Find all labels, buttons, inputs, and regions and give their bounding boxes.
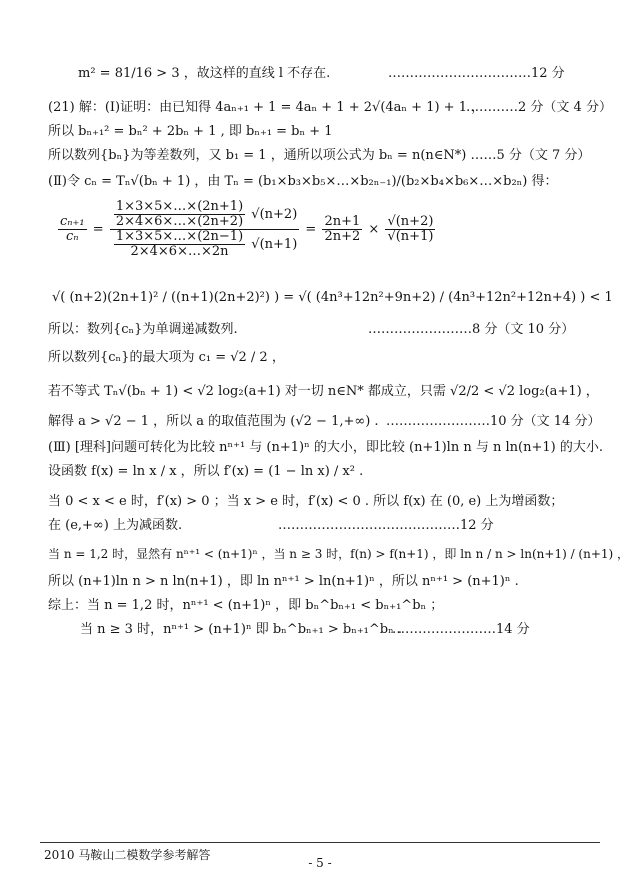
ratio-num-sqrt: √(n+2) (251, 207, 298, 222)
ratio-lhs (58, 215, 87, 244)
line-11-score: ……………………10 分（文 14 分） (386, 414, 601, 429)
line-13-text: 设函数 f(x) = ln x / x ，所以 f′(x) = (1 − ln x) / x² . (48, 464, 364, 479)
line-12-text: (Ⅲ) [理科]问题可转化为比较 nⁿ⁺¹ 与 (n+1)ⁿ 的大小，即比较 (n+1)ln n 与 n ln(n+1) 的大小. (48, 440, 603, 455)
line-2-text: (21) 解：(Ⅰ)证明：由已知得 4aₙ₊₁ + 1 = 4aₙ + 1 + 2√(4aₙ + 1) + 1 ， (48, 100, 485, 115)
ratio-den-sqrt: √(n+1) (251, 237, 298, 252)
line-19-text: 当 n ≥ 3 时，nⁿ⁺¹ > (n+1)ⁿ 即 bₙ^bₙ₊₁ > bₙ₊₁^bₙ . (80, 622, 402, 637)
ratio-den-bot: 2×4×6×…×2n (130, 244, 229, 259)
line-2-score: …………2 分（文 4 分） (466, 100, 612, 115)
ratio-big-fraction (110, 200, 299, 259)
line-11-text: 解得 a > √2 − 1 ，所以 a 的取值范围为 (√2 − 1,+∞) . (48, 414, 379, 429)
ratio-lhs-num: cₙ₊₁ (60, 214, 85, 229)
ratio-rhs1-den: 2n+2 (324, 229, 361, 244)
line-3-text: 所以 bₙ₊₁² = bₙ² + 2bₙ + 1 , 即 bₙ₊₁ = bₙ + 1 (48, 124, 333, 139)
line-15-text: 在 (e,+∞) 上为减函数. (48, 518, 183, 533)
line-7-text: √( (n+2)(2n+1)² / ((n+1)(2n+2)²) ) = √( (4n³+12n²+9n+2) / (4n³+12n²+12n+4) ) < 1 (52, 290, 613, 305)
page-number: - 5 - (308, 856, 332, 870)
ratio-rhs2 (385, 215, 435, 244)
ratio-rhs2-den: √(n+1) (387, 229, 434, 244)
line-14-text: 当 0 < x < e 时，f′(x) > 0 ；当 x > e 时，f′(x) < 0 . 所以 f(x) 在 (0, e) 上为增函数； (48, 494, 564, 509)
line-18-text: 综上：当 n = 1,2 时，nⁿ⁺¹ < (n+1)ⁿ ，即 bₙ^bₙ₊₁ < bₙ₊₁^bₙ ； (48, 598, 444, 613)
line-16-text: 当 n = 1,2 时，显然有 nⁿ⁺¹ < (n+1)ⁿ ，当 n ≥ 3 时，f(n) > f(n+1) ，即 ln n / n > ln(n+1) / (n+1) ， (48, 547, 630, 561)
ratio-rhs1 (322, 215, 362, 244)
line-8-score: ……………………8 分（文 10 分） (368, 322, 575, 337)
footer-title: 2010 马鞍山二模数学参考解答 (44, 848, 211, 862)
line-8-text: 所以：数列{cₙ}为单调递减数列. (48, 322, 238, 337)
line-5-text: (Ⅱ)令 cₙ = Tₙ√(bₙ + 1) ，由 Tₙ = (b₁×b₃×b₅×…×b₂ₙ₋₁)/(b₂×b₄×b₆×…×b₂ₙ) 得： (48, 174, 558, 189)
ratio-num-bot: 2×4×6×…×(2n+2) (115, 214, 244, 229)
line-10-text: 若不等式 Tₙ√(bₙ + 1) < √2 log₂(a+1) 对一切 n∈N* 都成立，只需 √2/2 < √2 log₂(a+1) ， (48, 384, 599, 399)
line-1-score: ……………………………12 分 (388, 66, 565, 81)
ratio-formula: $\frac{\text{cₙ₊₁}}{\text{cₙ}}$ = $\frac{1\times 3\times 5\times\dots\times(2n+1)}{2\times 4\times 6\times\dots\times(2n+2)}$ √(n+2) $\frac{1\times 3\times 5\times\dots\times(2n-1)}{2\times 4\times 6\times\dots\times 2n}$ √(n+1) = $\frac{2n+1}{2n+2}$ × $\frac{√(n+2)}{√(n+1)}$ (60, 199, 434, 259)
line-19-score: ……………………14 分 (392, 622, 530, 637)
ratio-lhs-den: cₙ (66, 229, 79, 244)
ratio-den-top: 1×3×5×…×(2n−1) (115, 229, 244, 244)
ratio-rhs2-num: √(n+2) (387, 214, 434, 229)
line-1-text: m² = 81/16 > 3 ，故这样的直线 l 不存在. (78, 66, 331, 81)
line-17-text: 所以 (n+1)ln n > n ln(n+1) ，即 ln nⁿ⁺¹ > ln(n+1)ⁿ ，所以 nⁿ⁺¹ > (n+1)ⁿ . (48, 574, 519, 589)
line-9-text: 所以数列{cₙ}的最大项为 c₁ = √2 / 2 ， (48, 350, 285, 365)
line-15-score: ……………………………………12 分 (278, 518, 494, 533)
footer-divider (40, 842, 600, 843)
ratio-rhs1-num: 2n+1 (324, 214, 361, 229)
ratio-num-top: 1×3×5×…×(2n+1) (115, 199, 244, 214)
line-4-text: 所以数列{bₙ}为等差数列，又 b₁ = 1 ，通所以项公式为 bₙ = n(n∈N*) ……5 分（文 7 分） (48, 148, 591, 163)
